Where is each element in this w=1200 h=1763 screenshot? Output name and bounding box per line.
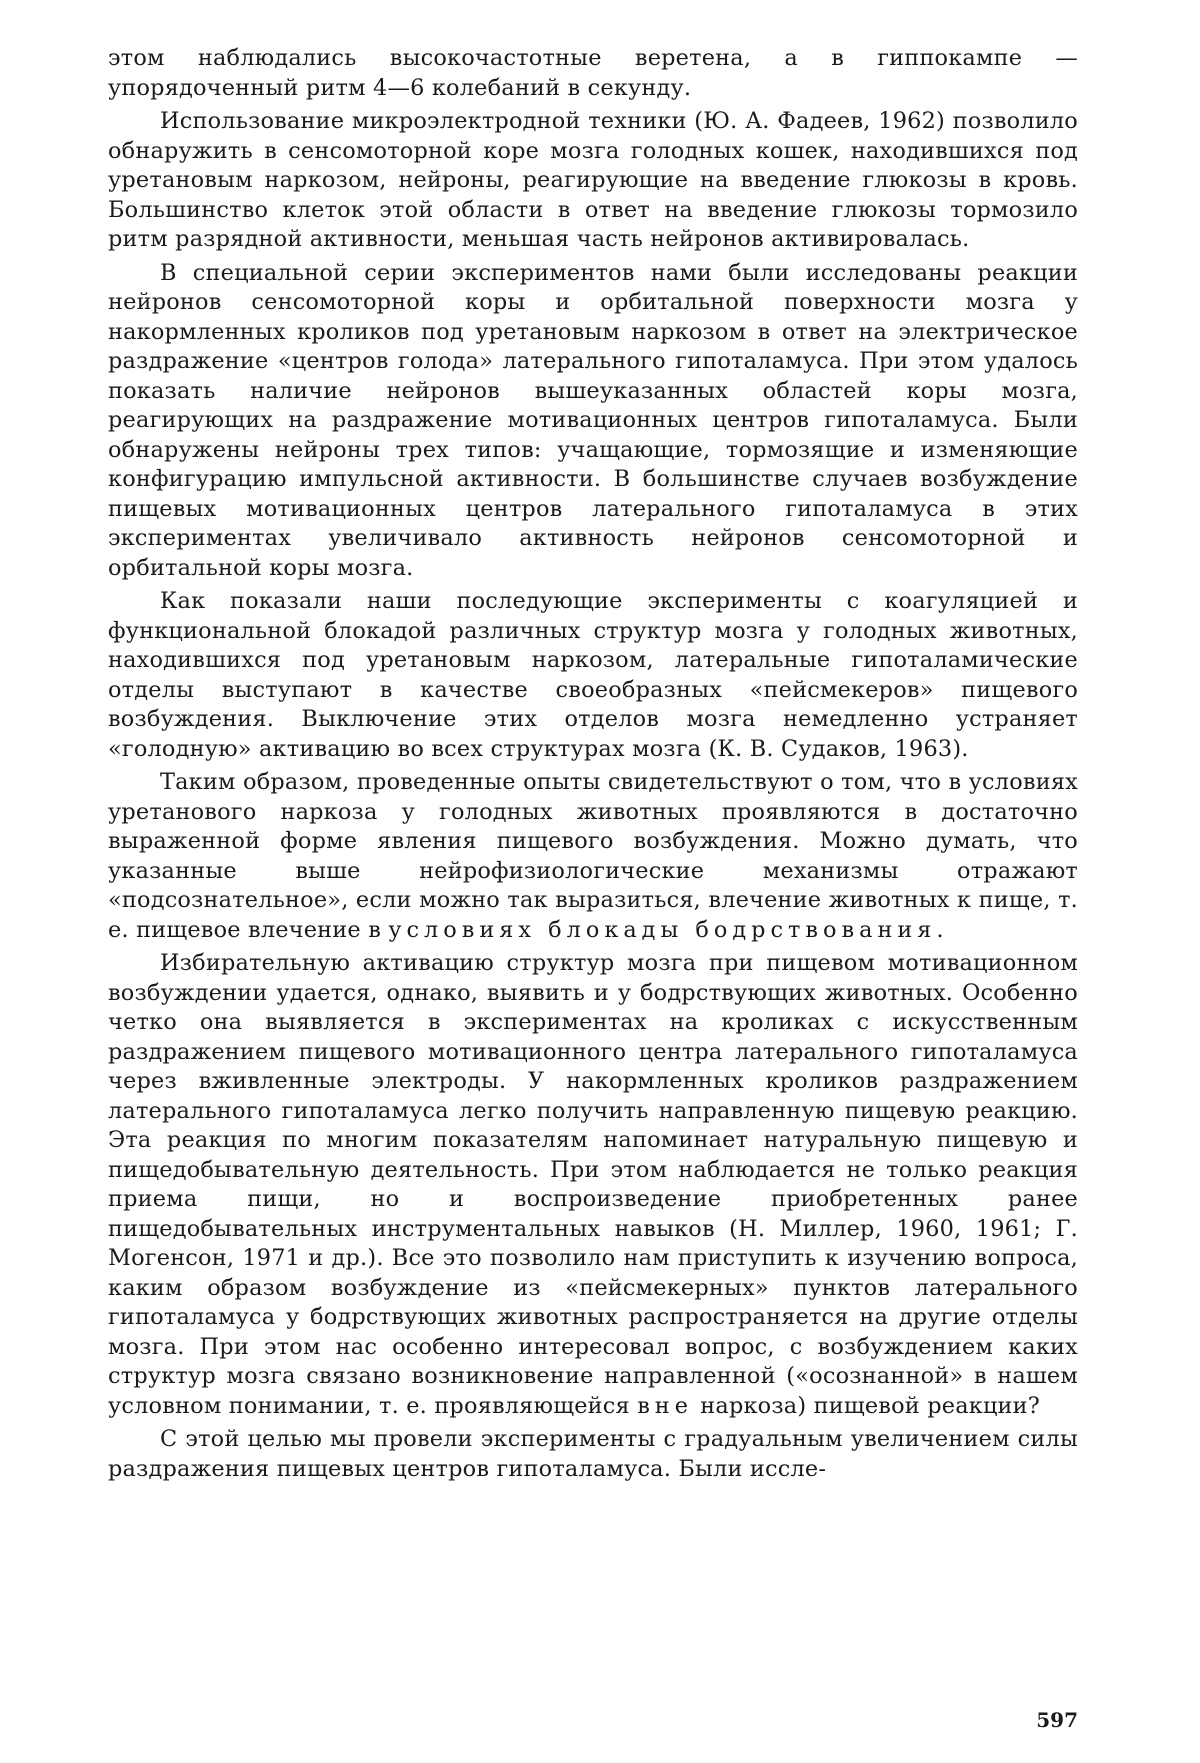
paragraph-text: Таким образом, проведенные опыты свидетельствуют о том, что в условиях уретанового наркоза у голодных животных проявляются в достаточно выраженной форме явления пищевого возбуждения. Можно думать, что указанные выше нейрофизиологические механизмы отражают «подсознательное», если можно так выразиться, влечение животных к пище, т. е. пищевое влечение в — [108, 769, 1078, 943]
paragraph — [108, 259, 1078, 584]
paragraph-text: Использование микроэлектродной техники (Ю. А. Фадеев, 1962) позволило обнаружить в сенсомоторной коре мозга голодных кошек, находившихся под уретановым наркозом, нейроны, реагирующие на введение глюкозы в кровь. Большинство клеток этой области в ответ на введение глюкозы тормозило ритм разрядной активности, меньшая часть нейронов активировалась. — [108, 108, 1078, 252]
book-page — [108, 44, 1078, 1734]
paragraph-text: . — [936, 916, 944, 943]
paragraph-text: В специальной серии экспериментов нами были исследованы реакции нейронов сенсомоторной коры и орбитальной поверхности мозга у накормленных кроликов под уретановым наркозом в ответ на электрическое раздражение «центров голода» латерального гипоталамуса. При этом удалось показать наличие нейронов вышеуказанных областей коры мозга, реагирующих на раздражение мотивационных центров гипоталамуса. Были обнаружены нейроны трех типов: учащающие, тормозящие и изменяющие конфигурацию импульсной активности. В большинстве случаев возбуждение пищевых мотивационных центров латерального гипоталамуса в этих экспериментах увеличивало активность нейронов сенсомоторной и орбитальной коры мозга. — [108, 259, 1078, 581]
paragraph-text: Избирательную активацию структур мозга при пищевом мотивационном возбуждении удается, однако, выявить и у бодрствующих животных. Особенно четко она выявляется в экспериментах на кроликах с искусственным раздражением пищевого мотивационного центра латерального гипоталамуса через вживленные электроды. У накормленных кроликов раздражением латерального гипоталамуса легко получить направленную пищевую реакцию. Эта реакция по многим показателям напоминает натуральную пищевую и пищедобывательную деятельность. При этом наблюдается не только реакция приема пищи, но и воспроизведение приобретенных ранее пищедобывательных инструментальных навыков (Н. Миллер, 1960, 1961; Г. Могенсон, 1971 и др.). Все это позволило нам приступить к изучению вопроса, каким образом возбуждение из «пейсмекерных» пунктов латерального гипоталамуса у бодрствующих животных распространяется на другие отделы мозга. При этом нас особенно интересовал вопрос, с возбуждением каких структур мозга связано возникновение направленной («осознанной» в нашем условном понимании, т. е. проявляющейся — [108, 950, 1078, 1419]
spaced-emphasis: вне — [637, 1392, 693, 1419]
paragraph-text: наркоза) пищевой реакции? — [692, 1392, 1040, 1419]
paragraph — [108, 768, 1078, 945]
paragraph — [108, 1425, 1078, 1484]
paragraph — [108, 587, 1078, 764]
paragraph-text: этом наблюдались высокочастотные веретена, а в гиппокампе — упорядоченный ритм 4—6 колебаний в секунду. — [108, 45, 1078, 101]
spaced-emphasis: условиях блокады бодрствования — [388, 916, 937, 943]
paragraph — [108, 949, 1078, 1421]
paragraph — [108, 107, 1078, 255]
paragraph — [108, 44, 1078, 103]
paragraph-text: Как показали наши последующие эксперименты с коагуляцией и функциональной блокадой различных структур мозга у голодных животных, находившихся под уретановым наркозом, латеральные гипоталамические отделы выступают в качестве своеобразных «пейсмекеров» пищевого возбуждения. Выключение этих отделов мозга немедленно устраняет «голодную» активацию во всех структурах мозга (К. В. Судаков, 1963). — [108, 588, 1078, 762]
paragraph-text: С этой целью мы провели эксперименты с градуальным увеличением силы раздражения пищевых центров гипоталамуса. Были иссле- — [108, 1426, 1078, 1482]
body-text — [108, 44, 1078, 1484]
page-number: 597 — [1036, 1708, 1078, 1732]
